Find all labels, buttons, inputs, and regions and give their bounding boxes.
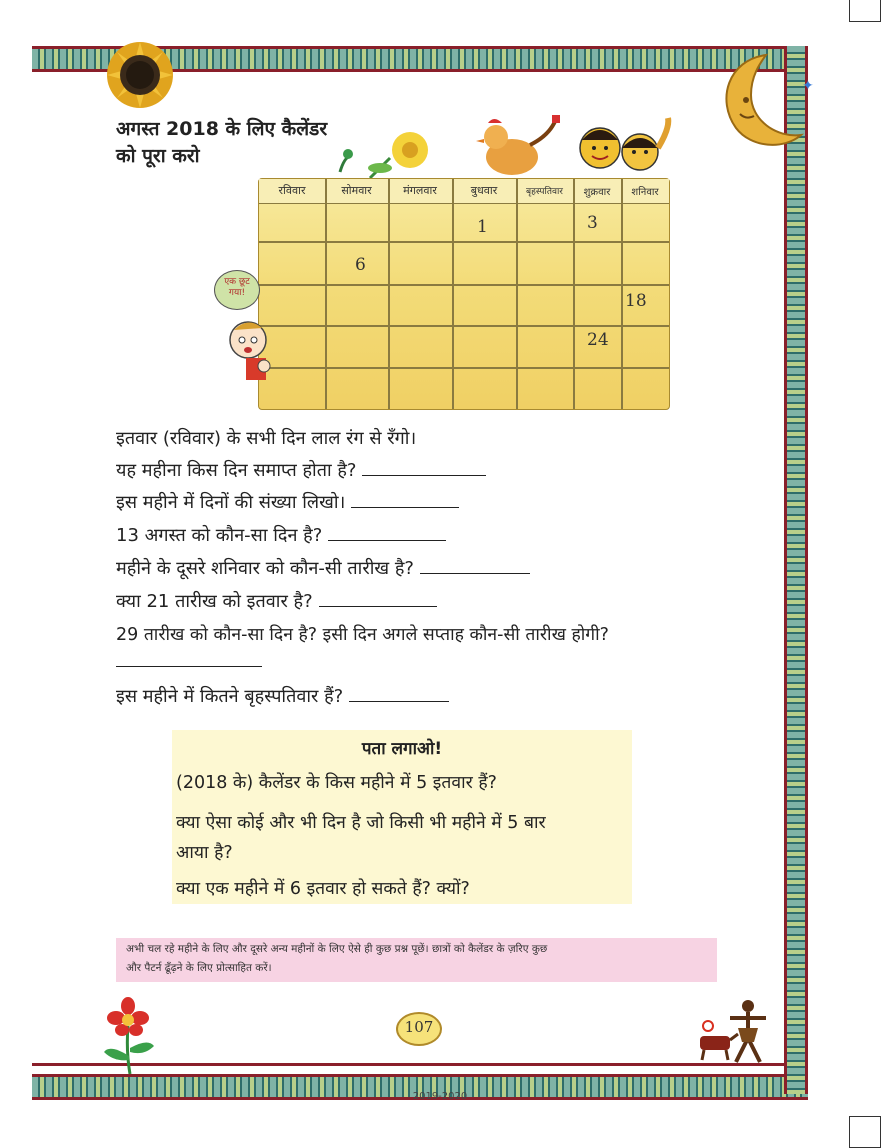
calendar-cell-24: 24 <box>587 330 609 350</box>
question-3 <box>116 490 459 514</box>
day-header-saturday: शनिवार <box>631 187 659 198</box>
answer-blank-8[interactable] <box>349 700 449 702</box>
question-1 <box>116 426 416 450</box>
teacher-note-line-1: अभी चल रहे महीने के लिए और दूसरे अन्य महीनों के लिए ऐसे ही कुछ प्रश्न पूछें। छात्रों को कैलेंडर के ज़रिए कुछ <box>126 943 548 955</box>
calendar-cell-18: 18 <box>625 291 647 311</box>
question-7-text: 29 तारीख को कौन-सा दिन है? इसी दिन अगले सप्ताह कौन-सी तारीख होगी? <box>116 625 609 645</box>
day-header-monday: सोमवार <box>341 184 372 197</box>
svg-text:✦: ✦ <box>802 78 814 94</box>
find-out-question-3: क्या एक महीने में 6 इतवार हो सकते हैं? क्यों? <box>176 879 470 899</box>
find-out-question-2-line-2: आया है? <box>176 843 233 863</box>
day-header-sunday: रविवार <box>278 184 306 197</box>
question-2 <box>116 458 486 482</box>
find-out-title: पता लगाओ! <box>361 739 443 759</box>
day-header-tuesday: मंगलवार <box>403 184 437 197</box>
answer-blank-6[interactable] <box>319 605 437 607</box>
calendar-cell-3: 3 <box>587 213 598 233</box>
heading-line-1: अगस्त 2018 के लिए कैलेंडर <box>116 118 328 140</box>
answer-blank-4[interactable] <box>328 539 446 541</box>
teacher-note <box>116 938 717 982</box>
calendar-grid <box>258 178 670 410</box>
find-out-question-2-line-1: क्या ऐसा कोई और भी दिन है जो किसी भी महीने में 5 बार <box>176 813 546 833</box>
small-sunflower-illustration <box>330 128 450 180</box>
day-header-thursday: बृहस्पतिवार <box>525 187 563 197</box>
children-illustration <box>570 118 685 183</box>
heading-line-2: को पूरा करो <box>116 145 200 167</box>
crescent-moon-icon <box>706 50 814 155</box>
question-4 <box>116 523 446 547</box>
find-out-question-1: (2018 के) कैलेंडर के किस महीने में 5 इतवार हैं? <box>176 773 497 793</box>
sunflower-icon <box>105 40 175 110</box>
answer-blank-2[interactable] <box>362 474 486 476</box>
question-2-text: यह महीना किस दिन समाप्त होता है? <box>116 460 357 481</box>
question-6 <box>116 589 437 613</box>
question-8-text: इस महीने में कितने बृहस्पतिवार हैं? <box>116 686 344 707</box>
question-3-text: इस महीने में दिनों की संख्या लिखो। <box>116 492 346 513</box>
answer-blank-3[interactable] <box>351 506 459 508</box>
teacher-note-line-2: और पैटर्न ढूँढ़ने के लिए प्रोत्साहित करें। <box>126 962 272 974</box>
question-8 <box>116 684 449 708</box>
question-5 <box>116 556 530 580</box>
crop-mark-top-right <box>849 0 881 22</box>
footer-year: 2019-2020 <box>412 1091 468 1102</box>
speech-bubble: एक छूट गया! <box>214 270 260 310</box>
day-header-wednesday: बुधवार <box>470 184 498 197</box>
calendar-cell-1: 1 <box>477 217 488 237</box>
answer-blank-7[interactable] <box>116 666 262 667</box>
question-7 <box>116 622 609 646</box>
question-4-text: 13 अगस्त को कौन-सा दिन है? <box>116 525 323 546</box>
question-6-text: क्या 21 तारीख को इतवार है? <box>116 591 313 612</box>
day-header-friday: शुक्रवार <box>583 187 611 198</box>
crop-mark-bottom-right <box>849 1116 881 1148</box>
rooster-illustration <box>470 115 570 185</box>
find-out-box <box>172 730 632 904</box>
question-5-text: महीने के दूसरे शनिवार को कौन-सी तारीख है? <box>116 558 414 579</box>
flower-illustration <box>100 996 160 1074</box>
peeking-child-illustration <box>226 316 274 382</box>
border-right <box>784 46 808 1094</box>
calendar-cell-6: 6 <box>355 255 366 275</box>
page-number: 107 <box>404 1018 434 1036</box>
question-1-text: इतवार (रविवार) के सभी दिन लाल रंग से रँगो। <box>116 428 417 449</box>
answer-blank-5[interactable] <box>420 572 530 574</box>
tribal-art-illustration <box>690 996 780 1066</box>
